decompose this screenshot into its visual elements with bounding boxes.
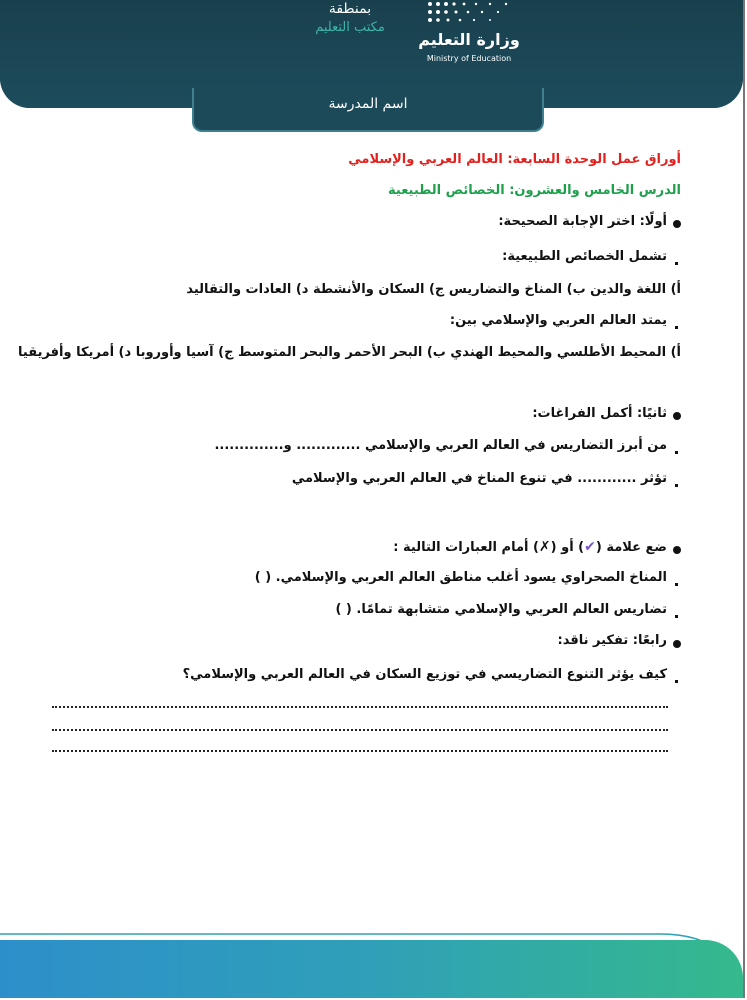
check-icon: ✔ (584, 539, 596, 555)
section3-statement-2: تضاريس العالم العربي والإسلامي متشابهة تمامًا. ( ) (335, 602, 667, 617)
region-label: بمنطقة (328, 1, 372, 17)
section4-heading: رابعًا: تفكير ناقد: (557, 633, 667, 648)
school-name-label: اسم المدرسة (328, 96, 408, 112)
item-marker (675, 680, 678, 683)
item-marker (675, 326, 678, 329)
answer-line[interactable] (52, 706, 668, 708)
section1-heading: أولًا: اختر الإجابة الصحيحة: (498, 214, 667, 229)
ministry-name-ar: وزارة التعليم (418, 30, 520, 49)
answer-line[interactable] (52, 750, 668, 752)
section1-question-1-options: أ) اللغة والدين ب) المناخ والتضاريس ج) السكان والأنشطة د) العادات والتقاليد (186, 282, 681, 297)
bullet-icon (673, 640, 681, 648)
item-marker (675, 451, 678, 454)
item-marker (675, 484, 678, 487)
section2-question-2: تؤثر ............ في تنوع المناخ في العالم العربي والإسلامي (291, 471, 667, 486)
section2-question-1: من أبرز التضاريس في العالم العربي والإسلامي ............. و.............. (214, 438, 667, 453)
x-icon: ✗ (538, 539, 551, 555)
ministry-logo-icon (424, 0, 514, 28)
section3-statement-1: المناخ الصحراوي يسود أغلب مناطق العالم العربي والإسلامي. ( ) (254, 570, 667, 585)
answer-line[interactable] (52, 729, 668, 731)
footer-band (0, 940, 743, 998)
section1-question-1: تشمل الخصائص الطبيعية: (502, 249, 667, 264)
education-office-label: مكتب التعليم (315, 20, 385, 35)
section1-question-2: يمتد العالم العربي والإسلامي بين: (449, 313, 667, 328)
lesson-title: الدرس الخامس والعشرون: الخصائص الطبيعية (388, 183, 681, 198)
bullet-icon (673, 546, 681, 554)
item-marker (675, 583, 678, 586)
school-name-box[interactable] (192, 88, 544, 132)
worksheet-title: أوراق عمل الوحدة السابعة: العالم العربي والإسلامي (348, 152, 681, 167)
bullet-icon (673, 220, 681, 228)
bullet-icon (673, 412, 681, 420)
section3-heading: ضع علامة (✔) أو (✗) أمام العبارات التالية : (393, 539, 667, 555)
section2-heading: ثانيًا: أكمل الفراغات: (532, 406, 667, 421)
section1-question-2-options: أ) المحيط الأطلسي والمحيط الهندي ب) البحر الأحمر والبحر المتوسط ج) آسيا وأوروبا د) أمريكا وأفريقيا (18, 345, 681, 360)
item-marker (675, 262, 678, 265)
ministry-name-en: Ministry of Education (426, 54, 512, 63)
ministry-logo (414, 0, 524, 70)
item-marker (675, 615, 678, 618)
section4-question-1: كيف يؤثر التنوع التضاريسي في توزيع السكان في العالم العربي والإسلامي؟ (182, 667, 667, 682)
